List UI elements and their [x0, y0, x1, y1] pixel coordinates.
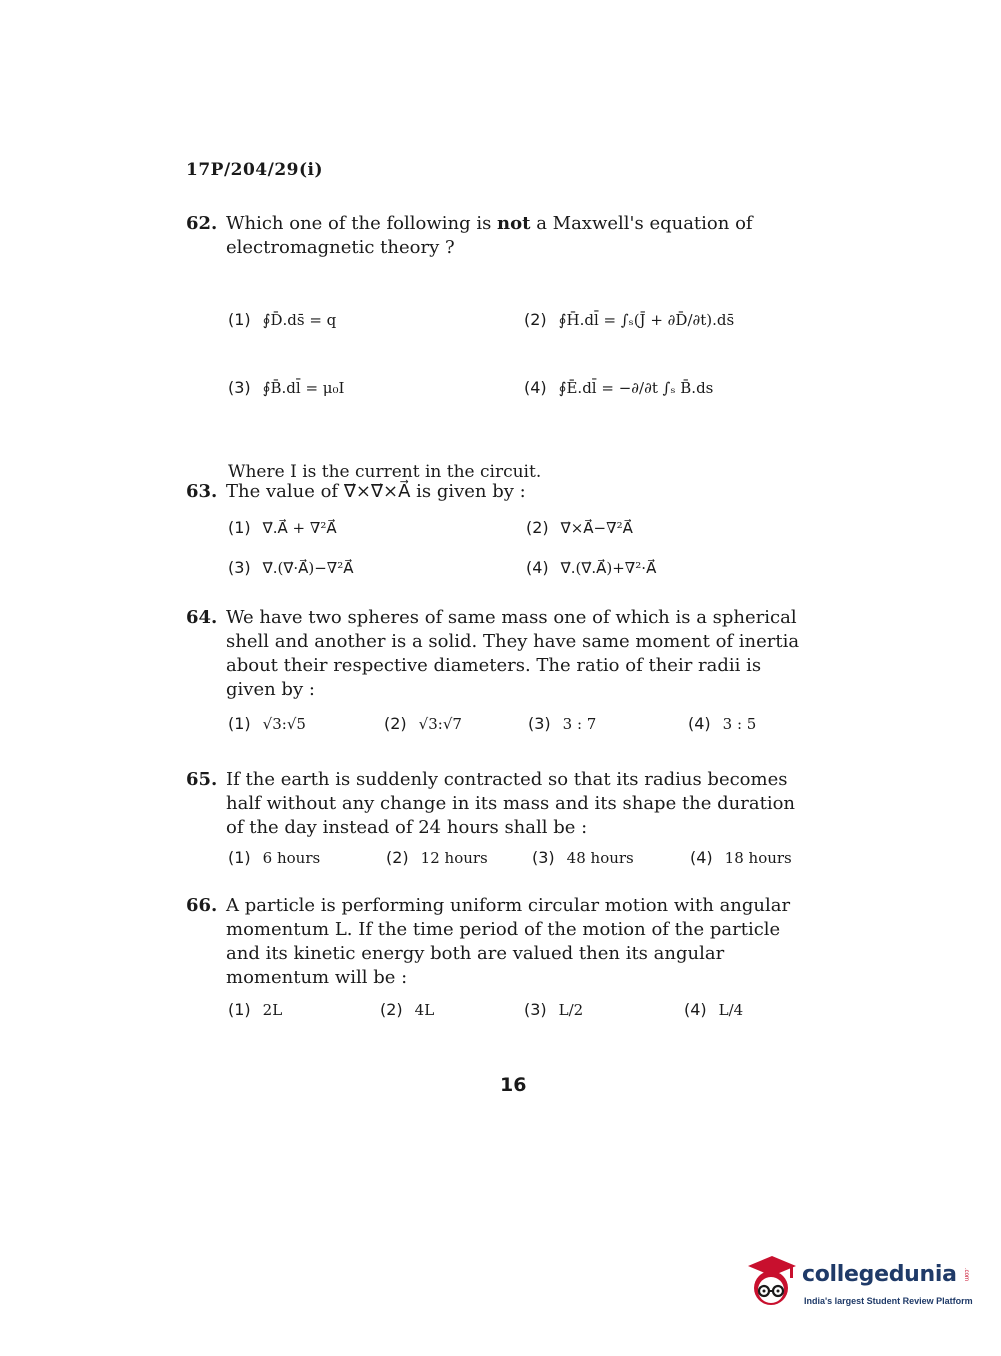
question-number: 64. [186, 607, 218, 628]
option-1[interactable]: (1) 6 hours [228, 848, 321, 867]
option-2[interactable]: (2) 4L [380, 1000, 435, 1019]
question-number: 63. [186, 481, 218, 502]
question-note: Where I is the current in the circuit. [228, 462, 542, 482]
question-text: We have two spheres of same mass one of which is a spherical shell and another is a solid. They have same moment of inertia about their respective diameters. The ratio of their radii is given by : [226, 607, 800, 700]
question-66 [186, 894, 816, 1030]
option-2[interactable]: (2) 12 hours [386, 848, 488, 867]
option-4[interactable]: (4) 18 hours [690, 848, 792, 867]
question-number: 65. [186, 769, 218, 790]
brand-tagline: India's largest Student Review Platform [804, 1296, 973, 1306]
question-text: Which one of the following is not a Maxwell's equation of electromagnetic theory ? [226, 213, 753, 258]
question-62 [186, 212, 816, 482]
question-text: If the earth is suddenly contracted so that its radius becomes half without any change in its mass and its shape the duration of the day instead of 24 hours shall be : [226, 769, 796, 838]
option-3[interactable]: (3) L/2 [524, 1000, 584, 1019]
question-65 [186, 768, 816, 880]
question-number: 66. [186, 895, 218, 916]
option-2[interactable]: (2) ∇⃗×A⃗−∇²A⃗ [526, 518, 633, 537]
collegedunia-watermark [742, 1250, 972, 1320]
paper-code: 17P/204/29(i) [186, 160, 324, 180]
option-3[interactable]: (3) 3 : 7 [528, 714, 597, 733]
option-1[interactable]: (1) √3:√5 [228, 714, 306, 733]
option-1[interactable]: (1) 2L [228, 1000, 283, 1019]
brand-name: collegedunia [802, 1262, 957, 1287]
option-2[interactable]: (2) √3:√7 [384, 714, 462, 733]
option-1[interactable]: (1) ∮D̄.ds̄ = q [228, 310, 337, 329]
option-4[interactable]: (4) 3 : 5 [688, 714, 757, 733]
option-3[interactable]: (3) ∇⃗.(∇⃗·A⃗)−∇²A⃗ [228, 558, 354, 577]
option-3[interactable]: (3) ∮B̄.dl̄ = μ₀I [228, 378, 345, 397]
option-2[interactable]: (2) ∮H̄.dl̄ = ∫ₛ(J̄ + ∂D̄/∂t).ds̄ [524, 310, 735, 329]
option-4[interactable]: (4) L/4 [684, 1000, 744, 1019]
option-3[interactable]: (3) 48 hours [532, 848, 634, 867]
option-4[interactable]: (4) ∮Ē.dl̄ = −∂/∂t ∫ₛ B̄.ds [524, 378, 714, 397]
option-1[interactable]: (1) ∇⃗.A⃗ + ∇²A⃗ [228, 518, 337, 537]
question-64 [186, 606, 816, 742]
question-63 [186, 480, 816, 584]
mascot-logo-icon [742, 1250, 800, 1310]
question-number: 62. [186, 213, 218, 234]
option-4[interactable]: (4) ∇⃗.(∇⃗.A⃗)+∇²·A⃗ [526, 558, 657, 577]
question-text: A particle is performing uniform circular motion with angular momentum L. If the time period of the motion of the particle and its kinetic energy both are valued then its angular momentum will be : [226, 895, 791, 988]
question-text: The value of ∇⃗×∇⃗×A⃗ is given by : [226, 481, 526, 502]
page-number: 16 [500, 1074, 527, 1096]
brand-domain-suffix: .com [963, 1268, 969, 1282]
